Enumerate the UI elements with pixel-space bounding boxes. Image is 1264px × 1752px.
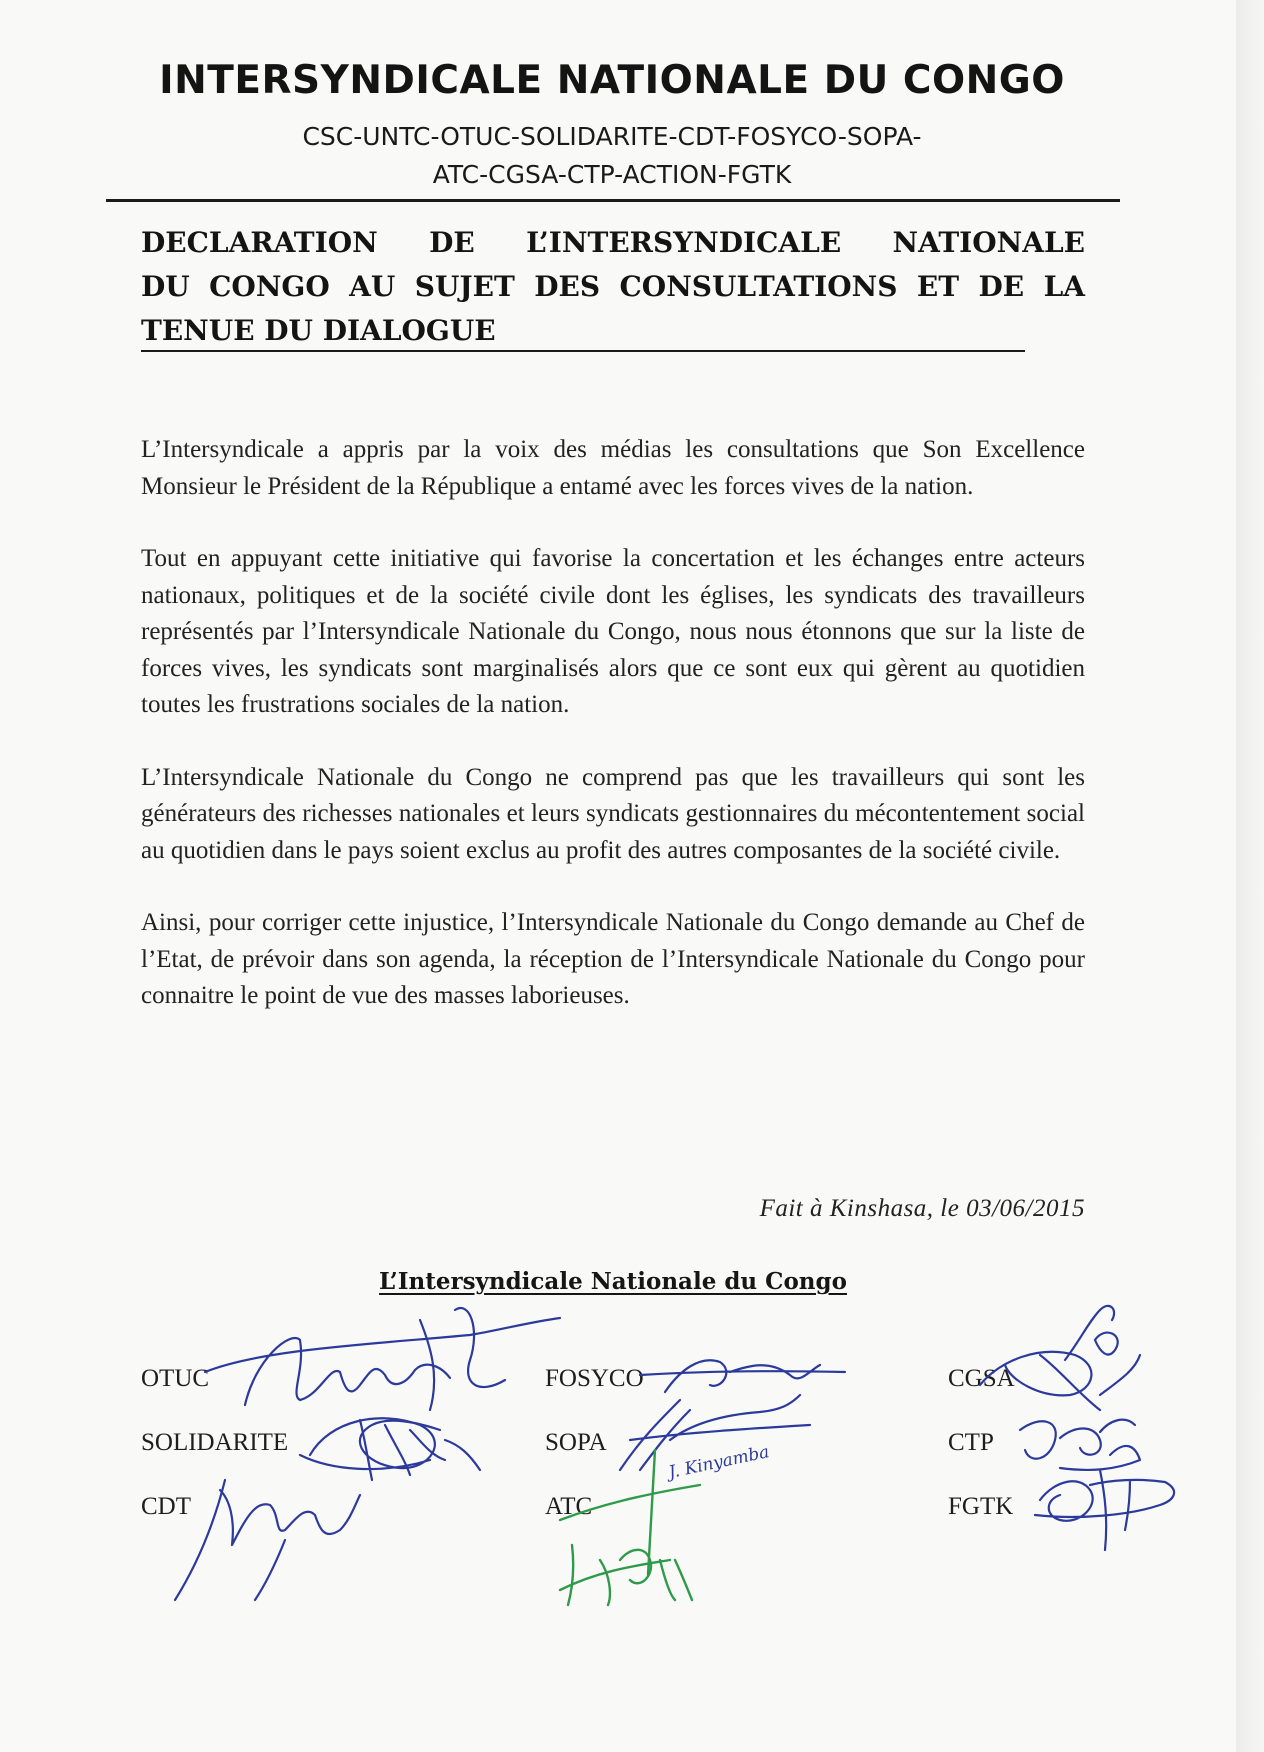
- signature-fgtk: [1035, 1470, 1174, 1550]
- signature-cgsa: [980, 1306, 1140, 1410]
- paragraph-4: Ainsi, pour corriger cette injustice, l’Intersyndicale Nationale du Congo demande au Chef de l’Etat, de prévoir dans son agenda, la réception de l’Intersyndicale Nationale du Congo pour connaitre le point de vue des masses laborieuses.: [141, 909, 1085, 1009]
- label-atc: ATC: [545, 1493, 593, 1520]
- member-unions-line-1: CSC-UNTC-OTUC-SOLIDARITE-CDT-FOSYCO-SOPA-: [302, 122, 922, 151]
- signature-ctp: [1020, 1420, 1140, 1470]
- label-sopa: SOPA: [545, 1429, 607, 1456]
- label-solidarite: SOLIDARITE: [141, 1429, 289, 1456]
- label-otuc: OTUC: [141, 1365, 210, 1392]
- place-and-date: Fait à Kinshasa, le 03/06/2015: [759, 1195, 1085, 1222]
- label-fosyco: FOSYCO: [545, 1365, 644, 1392]
- signatory-heading: L’Intersyndicale Nationale du Congo: [379, 1268, 847, 1295]
- page-edge: [1236, 0, 1264, 1752]
- label-fgtk: FGTK: [948, 1493, 1014, 1520]
- signature-sopa-name: J. Kinyamba: [666, 1442, 772, 1483]
- paragraph-1: L’Intersyndicale a appris par la voix des médias les consultations que Son Excellence Monsieur le Président de la République a entamé avec les forces vives de la nation.: [141, 436, 1085, 500]
- paragraph-3: L’Intersyndicale Nationale du Congo ne comprend pas que les travailleurs qui sont les générateurs des richesses nationales et leurs syndicats gestionnaires du mécontentement social au quotidien dans le pays soient exclus au profit des autres composantes de la société civile.: [141, 763, 1085, 864]
- signature-fosyco: [640, 1360, 845, 1392]
- label-cgsa: CGSA: [948, 1365, 1015, 1392]
- declaration-title-line-2: DU CONGO AU SUJET DES CONSULTATIONS ET DE LA: [141, 270, 1085, 303]
- member-unions-line-2: ATC-CGSA-CTP-ACTION-FGTK: [432, 160, 792, 189]
- label-cdt: CDT: [141, 1493, 191, 1520]
- signature-otuc: [205, 1308, 560, 1410]
- signature-solidarite: [300, 1418, 480, 1480]
- label-ctp: CTP: [948, 1429, 994, 1456]
- declaration-title-line-1: DECLARATION DE L’INTERSYNDICALE NATIONALE: [141, 226, 1085, 259]
- organization-title: INTERSYNDICALE NATIONALE DU CONGO: [159, 58, 1065, 103]
- signature-cdt: [175, 1480, 360, 1600]
- declaration-title-line-3: TENUE DU DIALOGUE: [141, 314, 496, 347]
- paragraph-2: Tout en appuyant cette initiative qui favorise la concertation et les échanges entre acteurs nationaux, politiques et de la société civile dont les églises, les syndicats des travailleurs représentés par l’Intersyndicale Nationale du Congo, nous nous étonnons que sur la liste de forces vives, les syndicats sont marginalisés alors que ce sont eux qui gèrent au quotidien toutes les frustrations sociales de la nation.: [141, 545, 1085, 718]
